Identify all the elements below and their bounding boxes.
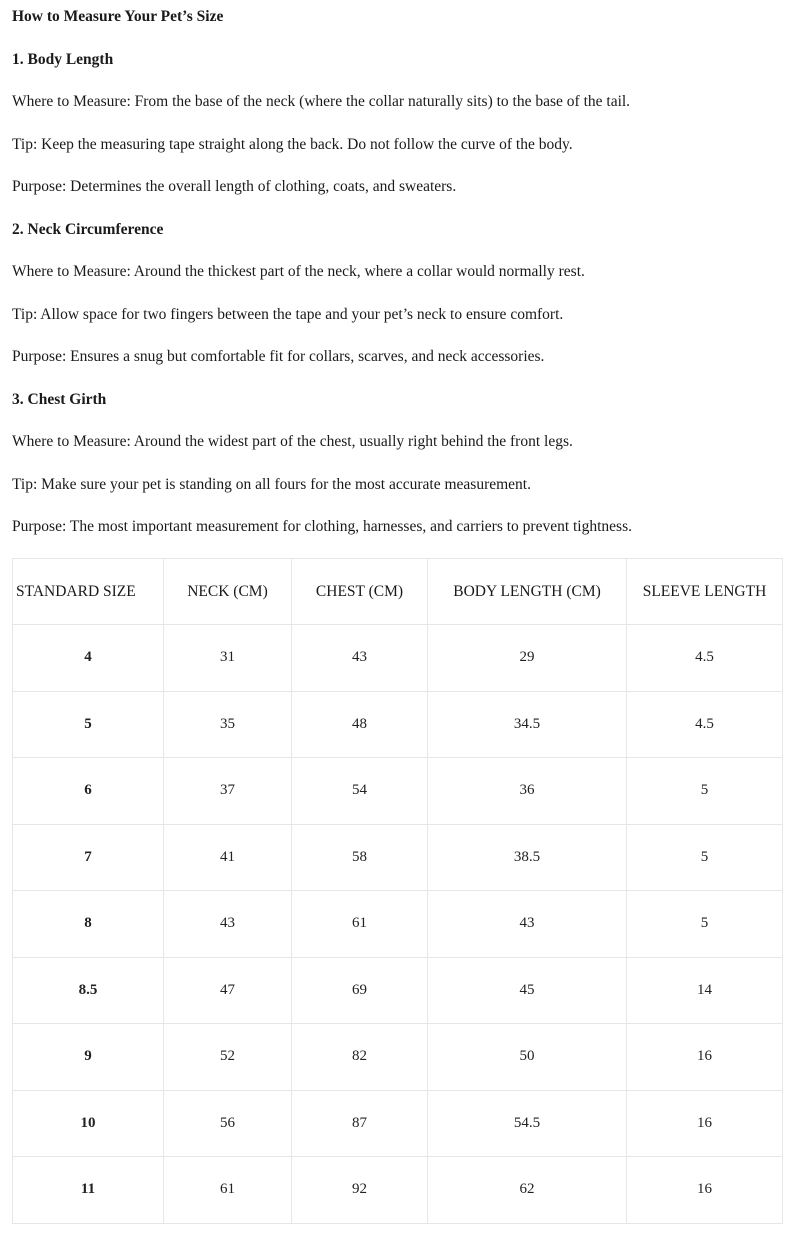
sleeve-length-cell: 14 bbox=[627, 957, 783, 1024]
table-row bbox=[13, 1157, 783, 1224]
chest-cell: 54 bbox=[292, 758, 428, 825]
chest-cell: 43 bbox=[292, 625, 428, 692]
size-cell: 6 bbox=[13, 758, 164, 825]
column-header-chest: CHEST (CM) bbox=[292, 559, 428, 625]
size-cell: 4 bbox=[13, 625, 164, 692]
body-length-tip: Tip: Keep the measuring tape straight along the back. Do not follow the curve of the body. bbox=[12, 136, 573, 153]
body-length-cell: 43 bbox=[428, 891, 627, 958]
sleeve-length-cell: 16 bbox=[627, 1024, 783, 1091]
sleeve-length-cell: 4.5 bbox=[627, 691, 783, 758]
size-cell: 11 bbox=[13, 1157, 164, 1224]
table-row bbox=[13, 1024, 783, 1091]
guide-title: How to Measure Your Pet’s Size bbox=[12, 8, 224, 25]
column-header-body-length: BODY LENGTH (CM) bbox=[428, 559, 627, 625]
neck-cell: 61 bbox=[164, 1157, 292, 1224]
body-length-cell: 34.5 bbox=[428, 691, 627, 758]
body-length-purpose: Purpose: Determines the overall length of clothing, coats, and sweaters. bbox=[12, 178, 457, 195]
table-body bbox=[13, 625, 783, 1224]
body-length-cell: 38.5 bbox=[428, 824, 627, 891]
table-row bbox=[13, 824, 783, 891]
neck-cell: 52 bbox=[164, 1024, 292, 1091]
table-row bbox=[13, 691, 783, 758]
size-cell: 8 bbox=[13, 891, 164, 958]
sleeve-length-cell: 5 bbox=[627, 824, 783, 891]
sleeve-length-cell: 4.5 bbox=[627, 625, 783, 692]
neck-cell: 31 bbox=[164, 625, 292, 692]
column-header-standard-size: STANDARD SIZE bbox=[13, 559, 164, 625]
neck-purpose: Purpose: Ensures a snug but comfortable fit for collars, scarves, and neck accessories. bbox=[12, 348, 545, 365]
chest-where: Where to Measure: Around the widest part of the chest, usually right behind the front legs. bbox=[12, 433, 573, 450]
body-length-cell: 29 bbox=[428, 625, 627, 692]
table-row bbox=[13, 625, 783, 692]
body-length-where: Where to Measure: From the base of the neck (where the collar naturally sits) to the base of the tail. bbox=[12, 93, 631, 110]
neck-cell: 37 bbox=[164, 758, 292, 825]
chest-tip: Tip: Make sure your pet is standing on all fours for the most accurate measurement. bbox=[12, 476, 531, 493]
column-header-sleeve-length: SLEEVE LENGTH bbox=[627, 559, 783, 625]
size-cell: 5 bbox=[13, 691, 164, 758]
size-cell: 8.5 bbox=[13, 957, 164, 1024]
body-length-cell: 62 bbox=[428, 1157, 627, 1224]
size-cell: 9 bbox=[13, 1024, 164, 1091]
sleeve-length-cell: 16 bbox=[627, 1157, 783, 1224]
sleeve-length-cell: 5 bbox=[627, 891, 783, 958]
neck-cell: 47 bbox=[164, 957, 292, 1024]
chest-cell: 58 bbox=[292, 824, 428, 891]
section-heading-chest: 3. Chest Girth bbox=[12, 391, 107, 408]
size-chart-table bbox=[12, 558, 783, 1224]
table-row bbox=[13, 891, 783, 958]
column-header-neck: NECK (CM) bbox=[164, 559, 292, 625]
body-length-cell: 45 bbox=[428, 957, 627, 1024]
size-cell: 7 bbox=[13, 824, 164, 891]
body-length-cell: 36 bbox=[428, 758, 627, 825]
neck-tip: Tip: Allow space for two fingers between the tape and your pet’s neck to ensure comfort. bbox=[12, 306, 564, 323]
section-heading-body-length: 1. Body Length bbox=[12, 51, 114, 68]
section-heading-neck: 2. Neck Circumference bbox=[12, 221, 164, 238]
chest-cell: 87 bbox=[292, 1090, 428, 1157]
body-length-cell: 54.5 bbox=[428, 1090, 627, 1157]
chest-cell: 48 bbox=[292, 691, 428, 758]
body-length-cell: 50 bbox=[428, 1024, 627, 1091]
table-row bbox=[13, 1090, 783, 1157]
neck-cell: 56 bbox=[164, 1090, 292, 1157]
chest-cell: 69 bbox=[292, 957, 428, 1024]
chest-purpose: Purpose: The most important measurement for clothing, harnesses, and carriers to prevent tightness. bbox=[12, 518, 632, 535]
sleeve-length-cell: 5 bbox=[627, 758, 783, 825]
neck-cell: 35 bbox=[164, 691, 292, 758]
sleeve-length-cell: 16 bbox=[627, 1090, 783, 1157]
table-row bbox=[13, 758, 783, 825]
neck-cell: 43 bbox=[164, 891, 292, 958]
neck-where: Where to Measure: Around the thickest part of the neck, where a collar would normally rest. bbox=[12, 263, 585, 280]
chest-cell: 61 bbox=[292, 891, 428, 958]
neck-cell: 41 bbox=[164, 824, 292, 891]
table-header-row bbox=[13, 559, 783, 625]
size-cell: 10 bbox=[13, 1090, 164, 1157]
table-row bbox=[13, 957, 783, 1024]
chest-cell: 92 bbox=[292, 1157, 428, 1224]
chest-cell: 82 bbox=[292, 1024, 428, 1091]
